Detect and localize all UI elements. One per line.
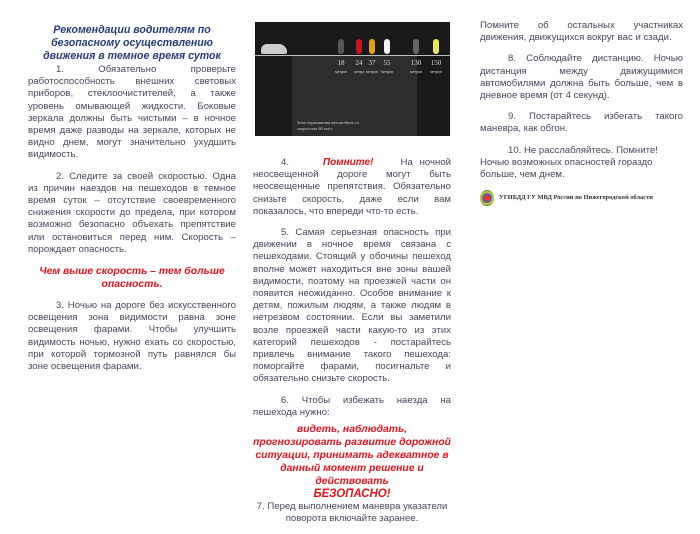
remember-emphasis: Помните! — [322, 157, 374, 168]
paragraph-5: 5. Самая серьезная опасность при движении в ночное время связана с пешеходами. Стоящий у обочины пешеход вполне может находиться вне зоны вашей видимости, поэтому на проезжей части он появится неожиданно. Особое внимание к детям, пожилым людям, а также людям в нетрезвом состоянии. Если вы заметили возле проезжей части какую-то из этих категорий пешеходов - постарайтесь привлечь внимание такого пешехода: поморгайте фарами, посигнальте и обязательно снизьте скорость. — [253, 227, 451, 385]
distance-unit: метров — [335, 69, 347, 74]
organization-signature — [480, 190, 683, 206]
pedestrian-figure — [433, 39, 439, 54]
paragraph-6: 6. Чтобы избежать наезда на пешехода нужно: — [253, 394, 451, 418]
distance-label: 150 — [430, 59, 442, 67]
paragraph-4-text: На ночной неосвещенной дороге могут быть неосвещенные препятствия. Обязательно снизьте скорость, даже если вам показалось, что впереди что-то есть. — [253, 157, 452, 217]
pedestrian-figure — [413, 39, 419, 54]
paragraph-10: 10. Не расслабляйтесь. Помните! Ночью возможных опасностей гораздо больше, чем днем. — [480, 144, 658, 181]
intro-paragraph: Помните об остальных участниках движения, движущихся вокруг вас и сзади. — [480, 20, 683, 44]
distance-label: 24 — [355, 59, 363, 67]
leaflet-title: Рекомендации водителям по безопасному осуществлению движения в темное время суток — [43, 24, 221, 62]
safely-emphasis: БЕЗОПАСНО! — [313, 488, 391, 501]
distance-label: 55 — [383, 59, 391, 67]
traffic-police-emblem-icon — [480, 190, 494, 206]
pedestrian-advice: видеть, наблюдать, прогнозировать развитие дорожной ситуации, принимать адекватное в данный момент решение и действовать — [253, 424, 452, 488]
left-column — [28, 24, 236, 382]
pedestrian-figure — [356, 39, 362, 54]
distance-label: 130 — [410, 59, 422, 67]
paragraph-7: 7. Перед выполнением маневра указатели поворота включайте заранее. — [256, 501, 448, 525]
paragraph-4 — [253, 157, 451, 218]
right-column — [480, 20, 683, 206]
speed-slogan: Чем выше скорость – тем больше опасность. — [39, 266, 225, 291]
distance-unit: метров — [410, 69, 422, 74]
paragraph-2: 2. Следите за своей скоростью. Одна из причин наездов на пешеходов в темное время суток – отсутствие своевременного снижения скорости до предела, при котором возможно безопасно объехать препятствие или остановиться перед ним. Скорость – порождает опасность. — [28, 170, 236, 255]
road-line — [255, 55, 450, 56]
paragraph-4-number: 4. — [281, 157, 290, 168]
distance-unit: метров — [381, 69, 393, 74]
distance-label: 18 — [337, 59, 345, 67]
car-icon — [261, 44, 287, 54]
pedestrian-figure — [369, 39, 375, 54]
distance-unit: метров — [366, 69, 378, 74]
paragraph-8: 8. Соблюдайте дистанцию. Ночью дистанция между движущимися автомобилями должна быть больше, чем в дневное время (от 4 секунд). — [480, 53, 683, 102]
organization-name: УГИБДД ГУ МВД России по Нижегородской области — [499, 194, 653, 202]
distance-label: 37 — [368, 59, 376, 67]
paragraph-9: 9. Постарайтесь избегать такого маневра, как обгон. — [480, 111, 683, 135]
braking-zone-caption: Зона торможения автомобиля со скоростью 60 км/ч — [297, 120, 359, 131]
paragraph-3: 3. Ночью на дороге без искусственного освещения зона видимости равна зоне освещения фарами. Чтобы улучшить видимость ночью, нужно ехать со скоростью, при которой тормозной путь равнялся бы зоне освещения фарами. — [28, 300, 236, 373]
distance-unit: метров — [430, 69, 442, 74]
distance-unit: метра — [354, 69, 364, 74]
pedestrian-figure — [338, 39, 344, 54]
visibility-distance-illustration — [255, 22, 450, 136]
paragraph-1: 1. Обязательно проверьте работоспособность внешних световых приборов, стеклоочистителей, а также уровень омывающей жидкости. Боковые зеркала должны быть чистыми – в ночное время даже разводы на зеркале, которых не видно днем, могут значительно ухудшить видимость. — [28, 64, 236, 161]
middle-column — [253, 157, 451, 534]
pedestrian-figure — [384, 39, 390, 54]
